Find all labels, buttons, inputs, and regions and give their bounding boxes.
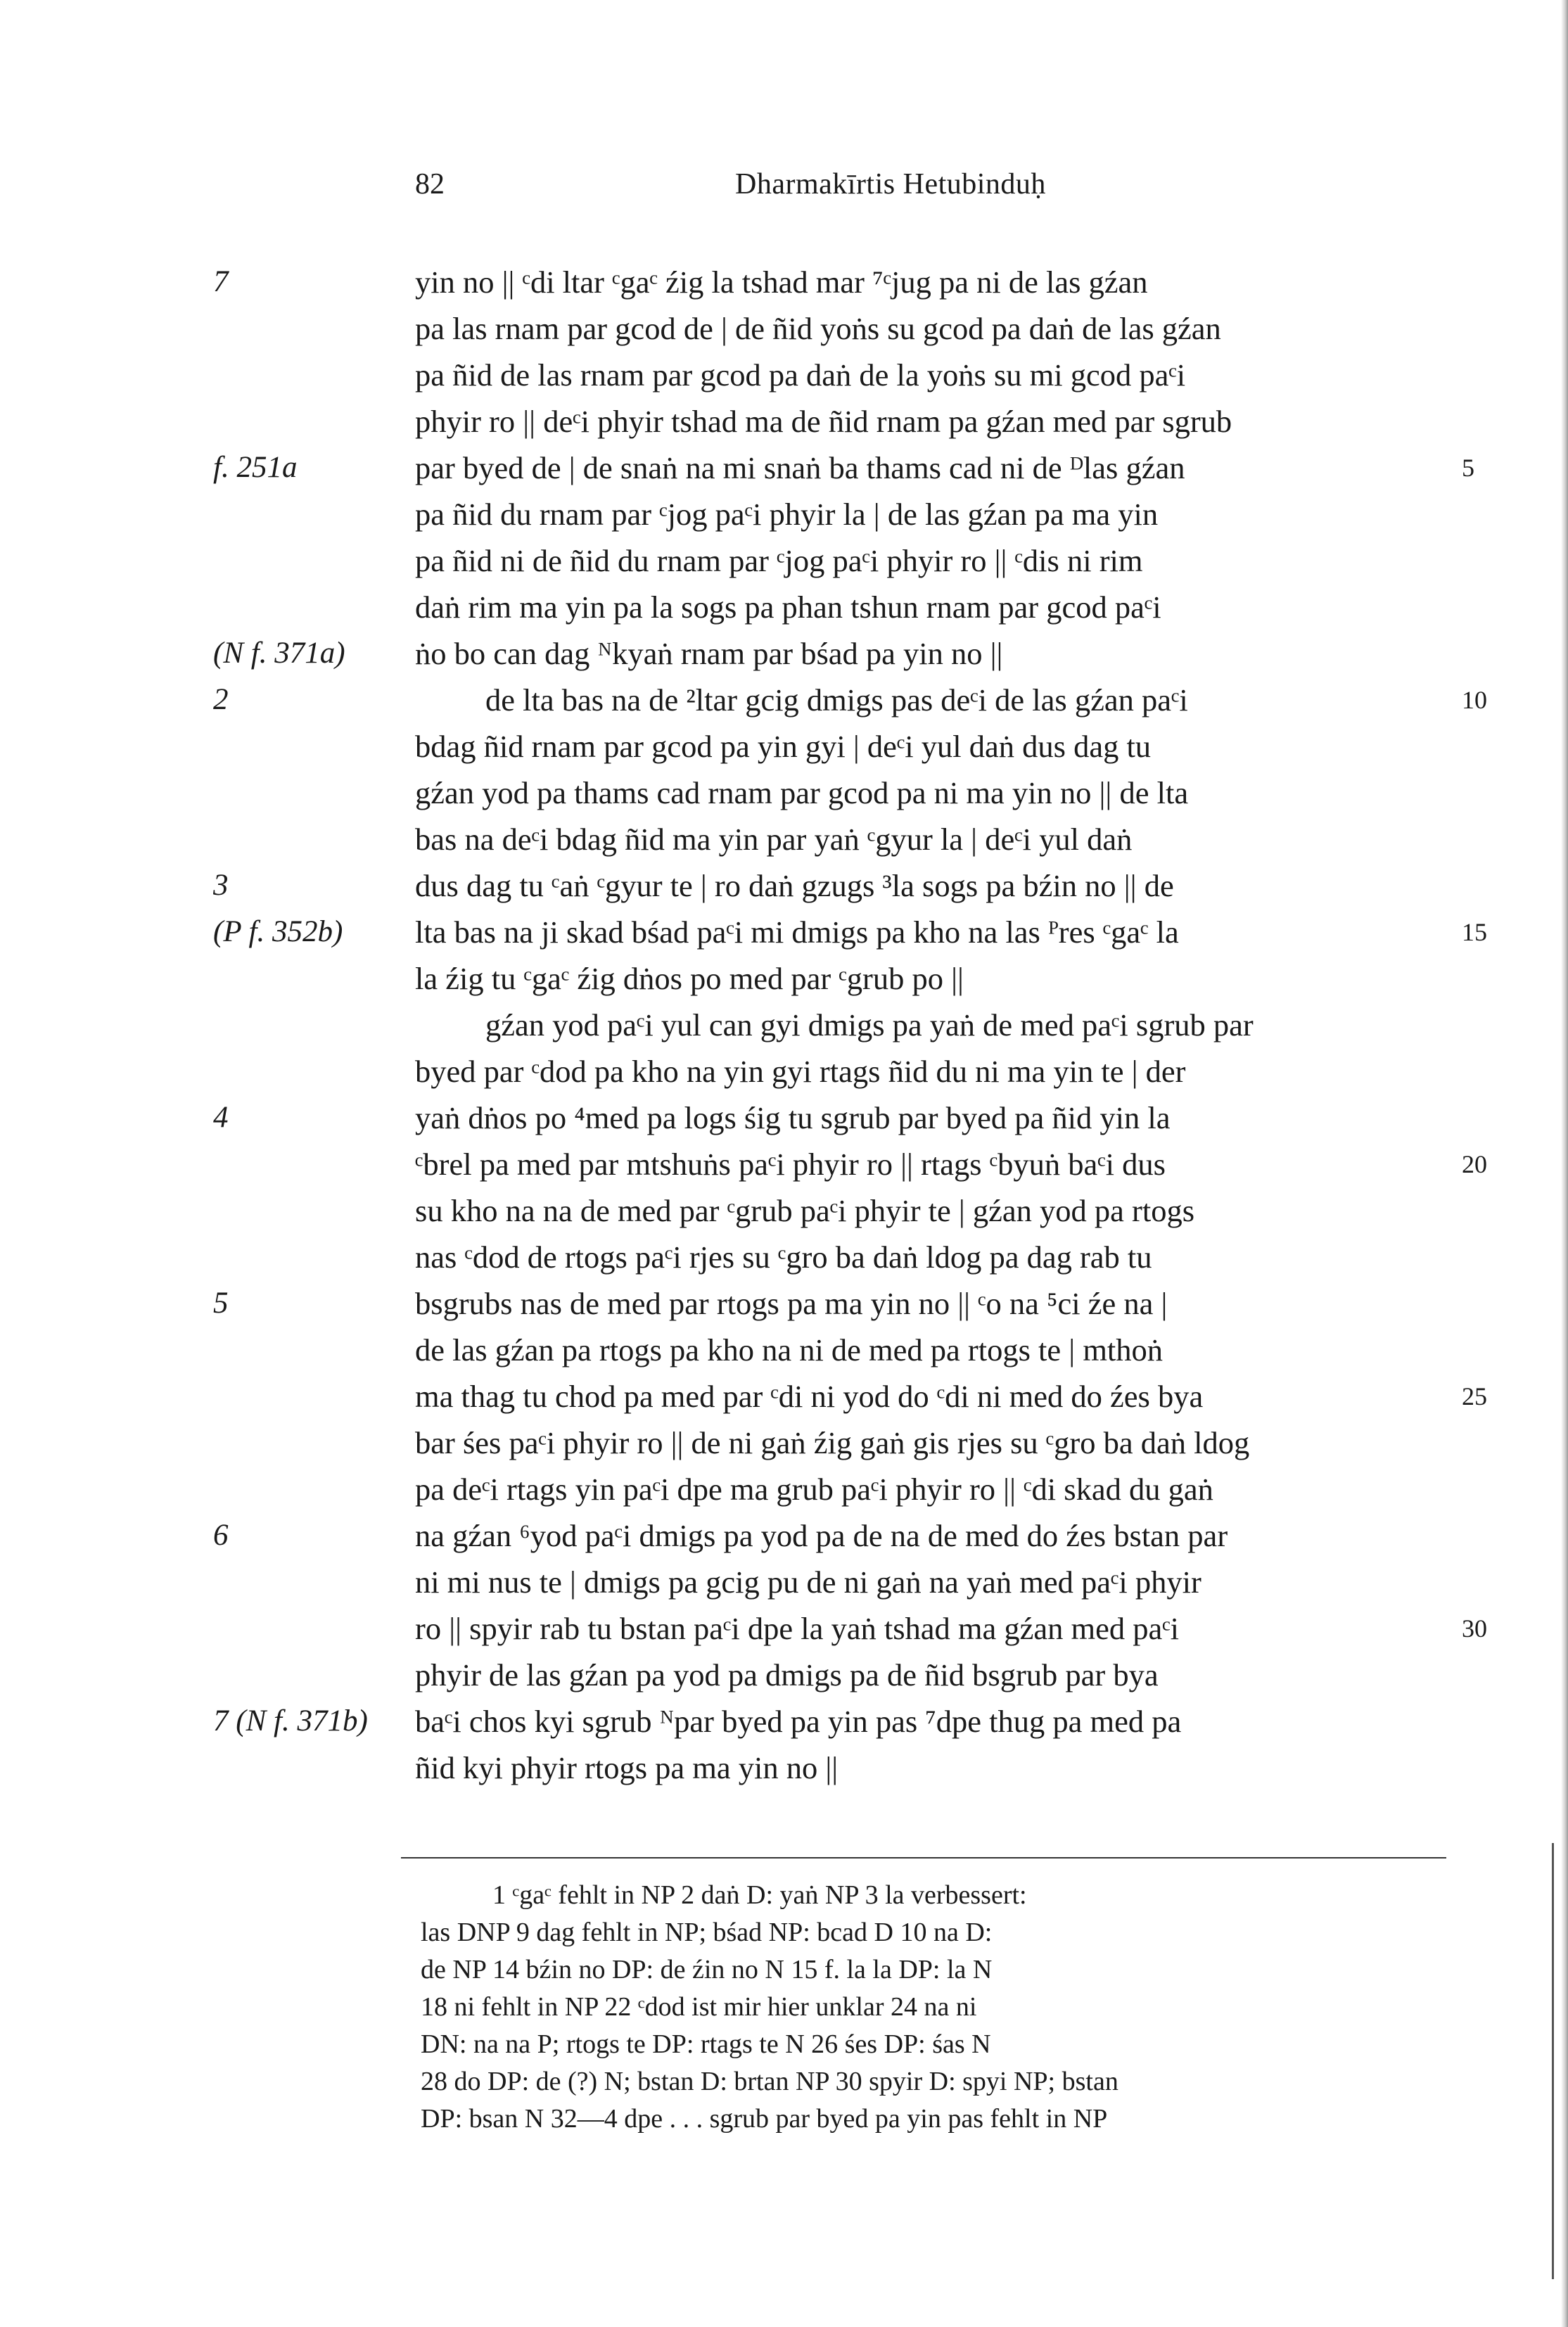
margin-folio-note: 4 <box>213 1101 229 1134</box>
line-number: 20 <box>1462 1150 1487 1178</box>
text-line: lta bas na ji skad bśad paᶜi mi dmigs pa kho na las ᴾres ᶜgaᶜ la <box>415 914 1179 950</box>
text-line: su kho na na de med par ᶜgrub paᶜi phyir te | gźan yod pa rtogs <box>415 1193 1195 1228</box>
margin-folio-note: 2 <box>213 683 229 716</box>
margin-folio-note: (N f. 371a) <box>213 637 345 670</box>
text-line: par byed de | de snaṅ na mi snaṅ ba thams cad ni de ᴰlas gźan <box>415 450 1185 485</box>
text-line: na gźan ⁶yod paᶜi dmigs pa yod pa de na de med do źes bstan par <box>415 1518 1228 1553</box>
page-number: 82 <box>415 168 445 200</box>
text-line: de las gźan pa rtogs pa kho na ni de med pa rtogs te | mthoṅ <box>415 1332 1164 1367</box>
text-line: ni mi nus te | dmigs pa gcig pu de ni gaṅ na yaṅ med paᶜi phyir <box>415 1564 1202 1600</box>
text-line: phyir de las gźan pa yod pa dmigs pa de ñid bsgrub par bya <box>415 1657 1159 1692</box>
text-line: bas na deᶜi bdag ñid ma yin par yaṅ ᶜgyur la | deᶜi yul daṅ <box>415 822 1133 857</box>
text-line: byed par ᶜdod pa kho na yin gyi rtags ñid du ni ma yin te | der <box>415 1054 1186 1089</box>
footnote-line: de NP 14 bźin no DP: de źin no N 15 f. la la DP: la N <box>421 1955 993 1984</box>
text-line: yin no || ᶜdi ltar ᶜgaᶜ źig la tshad mar ⁷ᶜjug pa ni de las gźan <box>415 264 1148 300</box>
text-line: bsgrubs nas de med par rtogs pa ma yin no || ᶜo na ⁵ci źe na | <box>415 1286 1168 1321</box>
line-number: 25 <box>1462 1382 1487 1410</box>
footnote-line: DN: na na P; rtogs te DP: rtags te N 26 śes DP: śas N <box>421 2029 991 2059</box>
text-line: pa ñid de las rnam par gcod pa daṅ de la yoṅs su mi gcod paᶜi <box>415 357 1186 393</box>
text-line: ro || spyir rab tu bstan paᶜi dpe la yaṅ tshad ma gźan med paᶜi <box>415 1611 1180 1646</box>
text-line: pa deᶜi rtags yin paᶜi dpe ma grub paᶜi phyir ro || ᶜdi skad du gaṅ <box>415 1472 1213 1507</box>
text-line: yaṅ dṅos po ⁴med pa logs śig tu sgrub par byed pa ñid yin la <box>415 1100 1171 1135</box>
text-line: ᶜbrel pa med par mtshuṅs paᶜi phyir ro || rtags ᶜbyuṅ baᶜi dus <box>415 1147 1166 1182</box>
margin-folio-note: 7 (N f. 371b) <box>213 1704 368 1738</box>
footnote-line: 1 ᶜgaᶜ fehlt in NP 2 daṅ D: yaṅ NP 3 la verbessert: <box>492 1880 1027 1910</box>
footnote-rule <box>401 1857 1446 1859</box>
running-title: Dharmakīrtis Hetubinduḥ <box>735 168 1046 200</box>
scan-edge-shadow <box>1561 0 1568 2327</box>
margin-folio-note: 7 <box>213 265 229 298</box>
scan-edge-line <box>1552 1843 1554 2279</box>
margin-folio-note: 6 <box>213 1519 229 1552</box>
text-line: pa ñid ni de ñid du rnam par ᶜjog paᶜi phyir ro || ᶜdis ni rim <box>415 543 1143 578</box>
line-number: 15 <box>1462 918 1487 946</box>
line-number: 5 <box>1462 454 1474 482</box>
text-line: ṅo bo can dag ᴺkyaṅ rnam par bśad pa yin no || <box>415 636 1003 671</box>
text-line: de lta bas na de ²ltar gcig dmigs pas deᶜi de las gźan paᶜi <box>485 682 1188 718</box>
footnote-line: 28 do DP: de (?) N; bstan D: brtan NP 30 spyir D: spyi NP; bstan <box>421 2067 1118 2096</box>
text-line: phyir ro || deᶜi phyir tshad ma de ñid rnam pa gźan med par sgrub <box>415 404 1232 439</box>
text-line: pa ñid du rnam par ᶜjog paᶜi phyir la | de las gźan pa ma yin <box>415 497 1159 532</box>
text-line: daṅ rim ma yin pa la sogs pa phan tshun rnam par gcod paᶜi <box>415 589 1161 625</box>
line-number: 30 <box>1462 1614 1487 1643</box>
line-number: 10 <box>1462 686 1487 714</box>
text-line: ñid kyi phyir rtogs pa ma yin no || <box>415 1750 839 1785</box>
footnote-line: las DNP 9 dag fehlt in NP; bśad NP: bcad D 10 na D: <box>421 1918 993 1947</box>
text-line: dus dag tu ᶜaṅ ᶜgyur te | ro daṅ gzugs ³la sogs pa bźin no || de <box>415 868 1174 903</box>
text-line: gźan yod pa thams cad rnam par gcod pa ni ma yin no || de lta <box>415 775 1189 810</box>
text-line: la źig tu ᶜgaᶜ źig dṅos po med par ᶜgrub po || <box>415 961 964 996</box>
margin-folio-note: (P f. 352b) <box>213 915 343 948</box>
footnote-line: 18 ni fehlt in NP 22 ᶜdod ist mir hier unklar 24 na ni <box>421 1992 977 2022</box>
margin-folio-note: f. 251a <box>213 451 298 484</box>
text-line: pa las rnam par gcod de | de ñid yoṅs su gcod pa daṅ de las gźan <box>415 311 1221 346</box>
text-line: nas ᶜdod de rtogs paᶜi rjes su ᶜgro ba daṅ ldog pa dag rab tu <box>415 1239 1152 1275</box>
text-line: bar śes paᶜi phyir ro || de ni gaṅ źig gaṅ gis rjes su ᶜgro ba daṅ ldog <box>415 1425 1250 1460</box>
footnote-line: DP: bsan N 32—4 dpe . . . sgrub par byed pa yin pas fehlt in NP <box>421 2104 1108 2134</box>
margin-folio-note: 3 <box>213 869 229 902</box>
text-line: baᶜi chos kyi sgrub ᴺpar byed pa yin pas ⁷dpe thug pa med pa <box>415 1704 1182 1739</box>
margin-folio-note: 5 <box>213 1287 229 1320</box>
text-line: gźan yod paᶜi yul can gyi dmigs pa yaṅ de med paᶜi sgrub par <box>485 1007 1254 1043</box>
text-line: bdag ñid rnam par gcod pa yin gyi | deᶜi yul daṅ dus dag tu <box>415 729 1152 764</box>
text-line: ma thag tu chod pa med par ᶜdi ni yod do ᶜdi ni med do źes bya <box>415 1379 1204 1414</box>
